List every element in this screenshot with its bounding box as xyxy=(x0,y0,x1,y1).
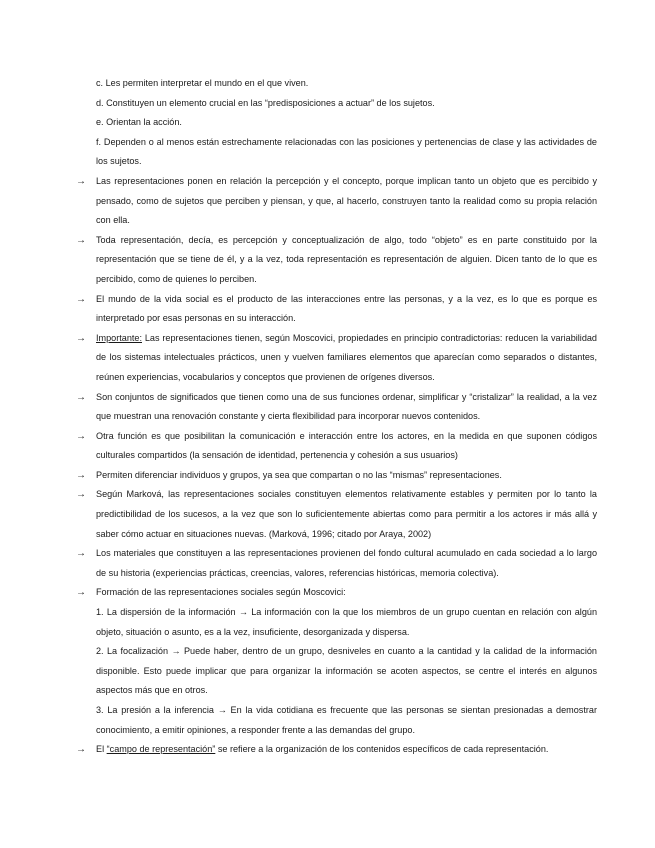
paragraph-text: 3. La presión a la inferencia → En la vida cotidiana es frecuente que las personas se sientan presionadas a demostrar conocimiento, a emitir opiniones, a responder frente a las demandas del grupo. xyxy=(96,705,597,735)
paragraph-text: Son conjuntos de significados que tienen como una de sus funciones ordenar, simplificar y “cristalizar” la realidad, a la vez que muestran una renovación constante y cierta flexibilidad para incorporar nuevos contenidos. xyxy=(96,391,597,422)
paragraph-text: Formación de las representaciones sociales según Moscovici: xyxy=(96,587,346,598)
sub-item-paragraph xyxy=(0,113,655,133)
paragraph-text: se refiere a la organización de los contenidos específicos de cada representación. xyxy=(215,744,549,755)
arrow-bullet-icon: → xyxy=(76,469,86,481)
arrow-bullet-icon: → xyxy=(76,744,86,756)
sub-item-paragraph xyxy=(0,133,655,172)
arrow-bullet-icon: → xyxy=(76,175,86,187)
paragraph-text: Según Marková, las representaciones sociales constituyen elementos relativamente estables y permiten por lo tanto la predictibilidad de los sucesos, a la vez que son lo suficientemente abiertas como para permitir a los actores ir más allá y saber cómo actuar en situaciones nuevas. (Marková, 1996; citado por Araya, 2002) xyxy=(96,489,597,539)
bullet-paragraph xyxy=(0,172,655,231)
sub-item-paragraph xyxy=(0,701,655,740)
paragraph-prefix: El xyxy=(96,744,107,755)
paragraph-text: Toda representación, decía, es percepción y conceptualización de algo, todo “objeto” es en parte constituido por la representación que se tiene de él, y a la vez, toda representación es representación de alguien. Dicen tanto de lo que es percibido, como de quienes lo perciben. xyxy=(96,234,597,284)
arrow-bullet-icon: → xyxy=(76,430,86,442)
bullet-paragraph xyxy=(0,329,655,388)
bullet-paragraph xyxy=(0,583,655,603)
bullet-paragraph xyxy=(0,466,655,486)
paragraph-text: Las representaciones tienen, según Moscovici, propiedades en principio contradictorias: reducen la variabilidad de los sistemas intelectuales prácticos, unen y vuelven familiares elementos que aparecían como separados o distantes, reúnen experiencias, vocabularios y conceptos que provienen de orígenes diversos. xyxy=(96,332,597,382)
sub-item-paragraph xyxy=(0,74,655,94)
paragraph-text: El mundo de la vida social es el producto de las interacciones entre las personas, y a la vez, es lo que es porque es interpretado por esas personas en su interacción. xyxy=(96,293,597,324)
bullet-paragraph xyxy=(0,290,655,329)
paragraph-text: Otra función es que posibilitan la comunicación e interacción entre los actores, en la medida en que suponen códigos culturales compartidos (la sensación de identidad, pertenencia y cohesión a sus usuarios) xyxy=(96,430,597,461)
sub-item-paragraph xyxy=(0,642,655,701)
paragraph-text: Las representaciones ponen en relación la percepción y el concepto, porque implican tanto un objeto que es percibido y pensado, como de sujetos que perciben y piensan, y que, al hacerlo, construyen tanto la realidad como su propia relación con ella. xyxy=(96,175,597,226)
arrow-bullet-icon: → xyxy=(76,234,86,246)
arrow-bullet-icon: → xyxy=(76,489,86,501)
bullet-paragraph xyxy=(0,388,655,427)
arrow-bullet-icon: → xyxy=(76,548,86,560)
bullet-paragraph xyxy=(0,231,655,290)
bullet-paragraph xyxy=(0,485,655,544)
paragraph-text: 1. La dispersión de la información → La información con la que los miembros de un grupo cuentan en relación con algún objeto, situación o asunto, es a la vez, insuficiente, desorganizada y dispersa. xyxy=(96,607,597,637)
underlined-term: Importante: xyxy=(96,332,142,343)
arrow-bullet-icon: → xyxy=(76,587,86,599)
paragraph-text: e. Orientan la acción. xyxy=(96,117,182,128)
arrow-bullet-icon: → xyxy=(76,332,86,344)
paragraph-text: Permiten diferenciar individuos y grupos, ya sea que compartan o no las “mismas” representaciones. xyxy=(96,469,502,480)
bullet-paragraph xyxy=(0,544,655,583)
sub-item-paragraph xyxy=(0,603,655,642)
arrow-bullet-icon: → xyxy=(76,293,86,305)
paragraph-text: 2. La focalización → Puede haber, dentro de un grupo, desniveles en cuanto a la cantidad y la calidad de la información disponible. Esto puede implicar que para organizar la información se acoten aspectos, se centre el interés en algunos aspectos más que en otros. xyxy=(96,646,597,696)
bullet-paragraph xyxy=(0,427,655,466)
paragraph-text: f. Dependen o al menos están estrechamente relacionadas con las posiciones y pertenencias de clase y las actividades de los sujetos. xyxy=(96,136,597,167)
paragraph-text: Los materiales que constituyen a las representaciones provienen del fondo cultural acumulado en cada sociedad a lo largo de su historia (experiencias prácticas, creencias, valores, referencias históricas, memoria colectiva). xyxy=(96,548,597,578)
paragraph-text: d. Constituyen un elemento crucial en las “predisposiciones a actuar” de los sujetos. xyxy=(96,97,435,108)
underlined-term: “campo de representación” xyxy=(106,744,216,755)
document-body xyxy=(0,74,655,760)
paragraph-text: c. Les permiten interpretar el mundo en el que viven. xyxy=(96,78,309,88)
arrow-bullet-icon: → xyxy=(76,391,86,403)
bullet-paragraph xyxy=(0,740,655,760)
sub-item-paragraph xyxy=(0,94,655,114)
